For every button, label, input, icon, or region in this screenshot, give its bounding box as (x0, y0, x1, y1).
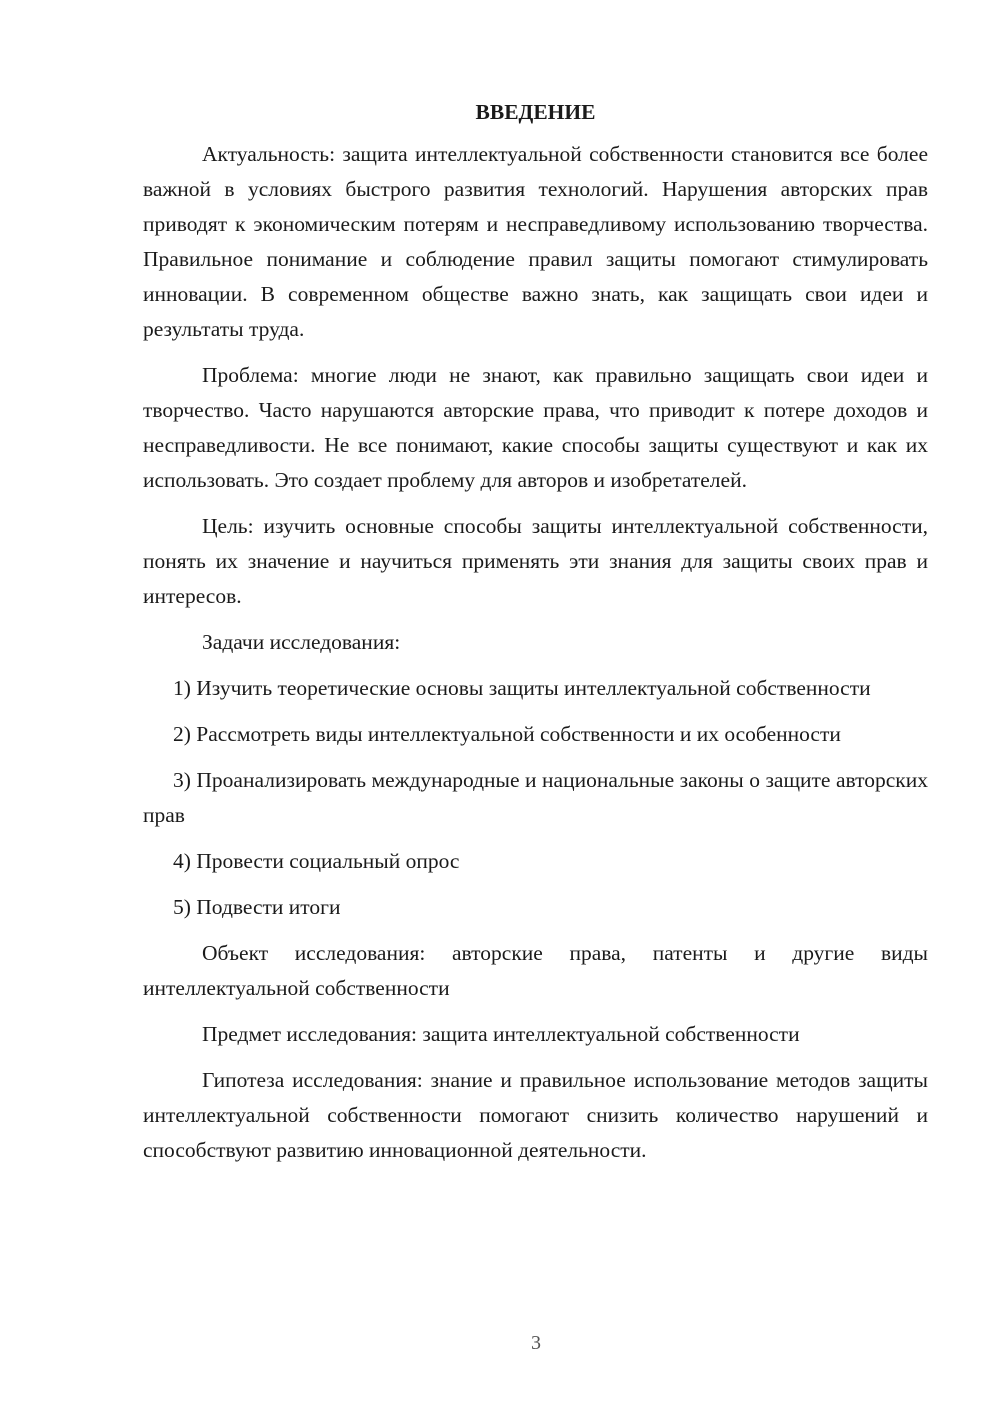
paragraph-problem: Проблема: многие люди не знают, как правильно защищать свои идеи и творчество. Часто нарушаются авторские права, что приводит к потере доходов и несправедливости. Не все понимают, какие способы защиты существуют и как их использовать. Это создает проблему для авторов и изобретателей. (143, 363, 928, 492)
task-item-5: 5) Подвести итоги (173, 895, 341, 919)
task-item-2: 2) Рассмотреть виды интеллектуальной собственности и их особенности (173, 722, 841, 746)
paragraph-relevance: Актуальность: защита интеллектуальной собственности становится все более важной в условиях быстрого развития технологий. Нарушения авторских прав приводят к экономическим потерям и несправедливому использованию творчества. Правильное понимание и соблюдение правил защиты помогают стимулировать инновации. В современном обществе важно знать, как защищать свои идеи и результаты труда. (143, 142, 928, 341)
paragraph-object: Объект исследования: авторские права, патенты и другие виды интеллектуальной собственности (143, 941, 928, 1000)
paragraph-goal: Цель: изучить основные способы защиты интеллектуальной собственности, понять их значение и научиться применять эти знания для защиты своих прав и интересов. (143, 514, 928, 608)
task-item-4: 4) Провести социальный опрос (173, 849, 460, 873)
page-number: 3 (531, 1332, 541, 1354)
page-content (143, 96, 928, 1179)
paragraph-subject: Предмет исследования: защита интеллектуальной собственности (202, 1022, 800, 1046)
task-item-3: 3) Проанализировать международные и национальные законы о защите авторских прав (143, 768, 928, 827)
page-title: ВВЕДЕНИЕ (475, 100, 596, 124)
paragraph-hypothesis: Гипотеза исследования: знание и правильное использование методов защиты интеллектуальной собственности помогают снизить количество нарушений и способствуют развитию инновационной деятельности. (143, 1068, 928, 1162)
paragraph-tasks-heading: Задачи исследования: (202, 630, 401, 654)
task-item-1: 1) Изучить теоретические основы защиты интеллектуальной собственности (173, 676, 871, 700)
